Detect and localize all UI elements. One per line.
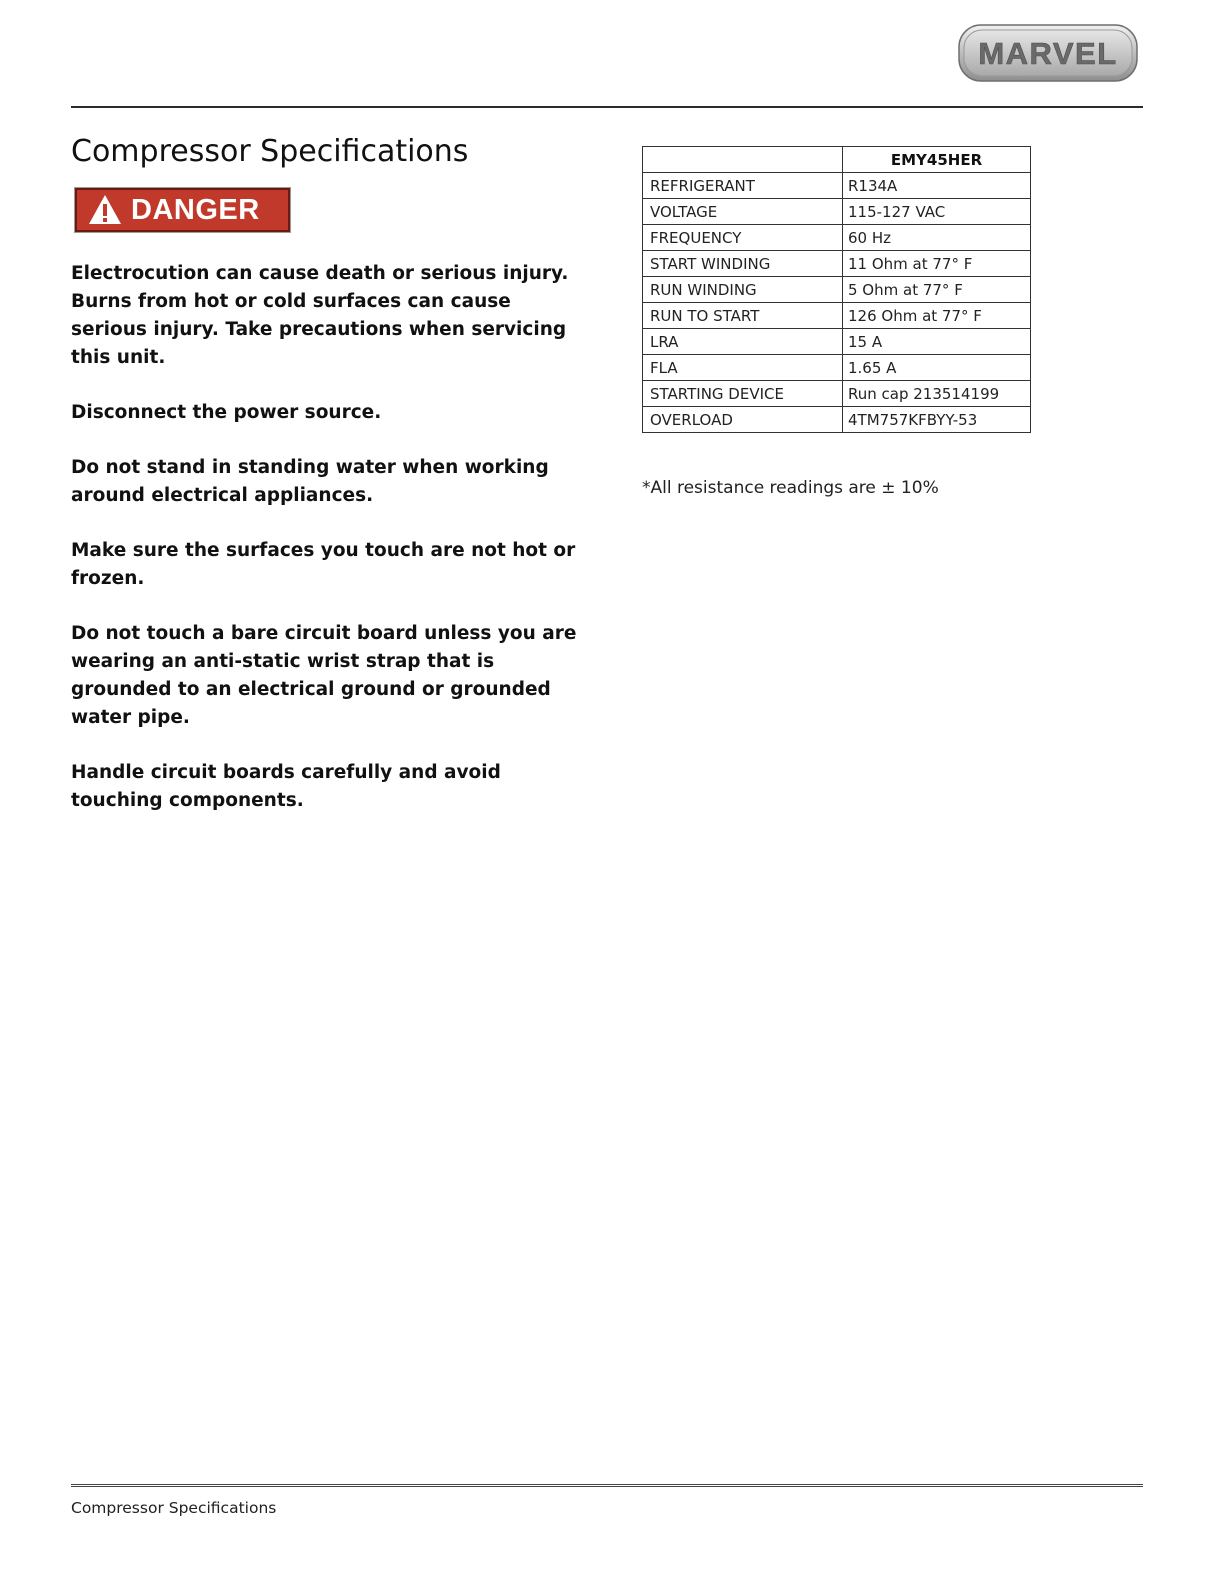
table-row (643, 277, 1031, 303)
spec-value: 115-127 VAC (843, 199, 1031, 225)
spec-value: 11 Ohm at 77° F (843, 251, 1031, 277)
table-row (643, 225, 1031, 251)
footer-rule (71, 1484, 1143, 1487)
spec-label: REFRIGERANT (643, 173, 843, 199)
warning-handle-boards: Handle circuit boards carefully and avoid touching components. (71, 762, 501, 811)
table-row (643, 251, 1031, 277)
warning-hot-frozen-surfaces: Make sure the surfaces you touch are not hot or frozen. (71, 540, 576, 589)
warning-triangle-icon (87, 193, 123, 227)
warning-electrocution: Electrocution can cause death or serious injury. Burns from hot or cold surfaces can cause serious injury. Take precautions when servicing this unit. (71, 263, 569, 368)
compressor-spec-table (642, 146, 1031, 433)
marvel-logo (958, 24, 1138, 82)
spec-label: FLA (643, 355, 843, 381)
spec-label: START WINDING (643, 251, 843, 277)
table-row (643, 199, 1031, 225)
spec-label: OVERLOAD (643, 407, 843, 433)
header-rule (71, 106, 1143, 108)
footer-section-label: Compressor Specifications (71, 1499, 277, 1517)
page-title: Compressor Specifications (71, 134, 469, 169)
spec-value: 5 Ohm at 77° F (843, 277, 1031, 303)
warning-standing-water: Do not stand in standing water when working around electrical appliances. (71, 457, 549, 506)
warning-list (71, 260, 591, 842)
model-header: EMY45HER (843, 147, 1031, 173)
spec-value: 126 Ohm at 77° F (843, 303, 1031, 329)
table-row (643, 407, 1031, 433)
table-row (643, 303, 1031, 329)
svg-text:MARVEL: MARVEL (978, 36, 1118, 71)
warning-circuit-board-strap: Do not touch a bare circuit board unless you are wearing an anti-static wrist strap that is grounded to an electrical ground or grounded water pipe. (71, 623, 577, 728)
spec-label: VOLTAGE (643, 199, 843, 225)
table-header-blank (643, 147, 843, 173)
spec-label: RUN TO START (643, 303, 843, 329)
resistance-note: *All resistance readings are ± 10% (642, 478, 939, 498)
spec-label: LRA (643, 329, 843, 355)
spec-value: 4TM757KFBYY-53 (843, 407, 1031, 433)
table-row (643, 173, 1031, 199)
spec-value: 15 A (843, 329, 1031, 355)
spec-value: 60 Hz (843, 225, 1031, 251)
spec-value: 1.65 A (843, 355, 1031, 381)
spec-value: R134A (843, 173, 1031, 199)
danger-label: DANGER (131, 193, 260, 226)
spec-label: RUN WINDING (643, 277, 843, 303)
table-row (643, 381, 1031, 407)
spec-label: STARTING DEVICE (643, 381, 843, 407)
table-row (643, 329, 1031, 355)
warning-disconnect-power: Disconnect the power source. (71, 402, 382, 423)
spec-value: Run cap 213514199 (843, 381, 1031, 407)
table-header-row (643, 147, 1031, 173)
table-row (643, 355, 1031, 381)
spec-label: FREQUENCY (643, 225, 843, 251)
danger-badge (75, 188, 290, 232)
